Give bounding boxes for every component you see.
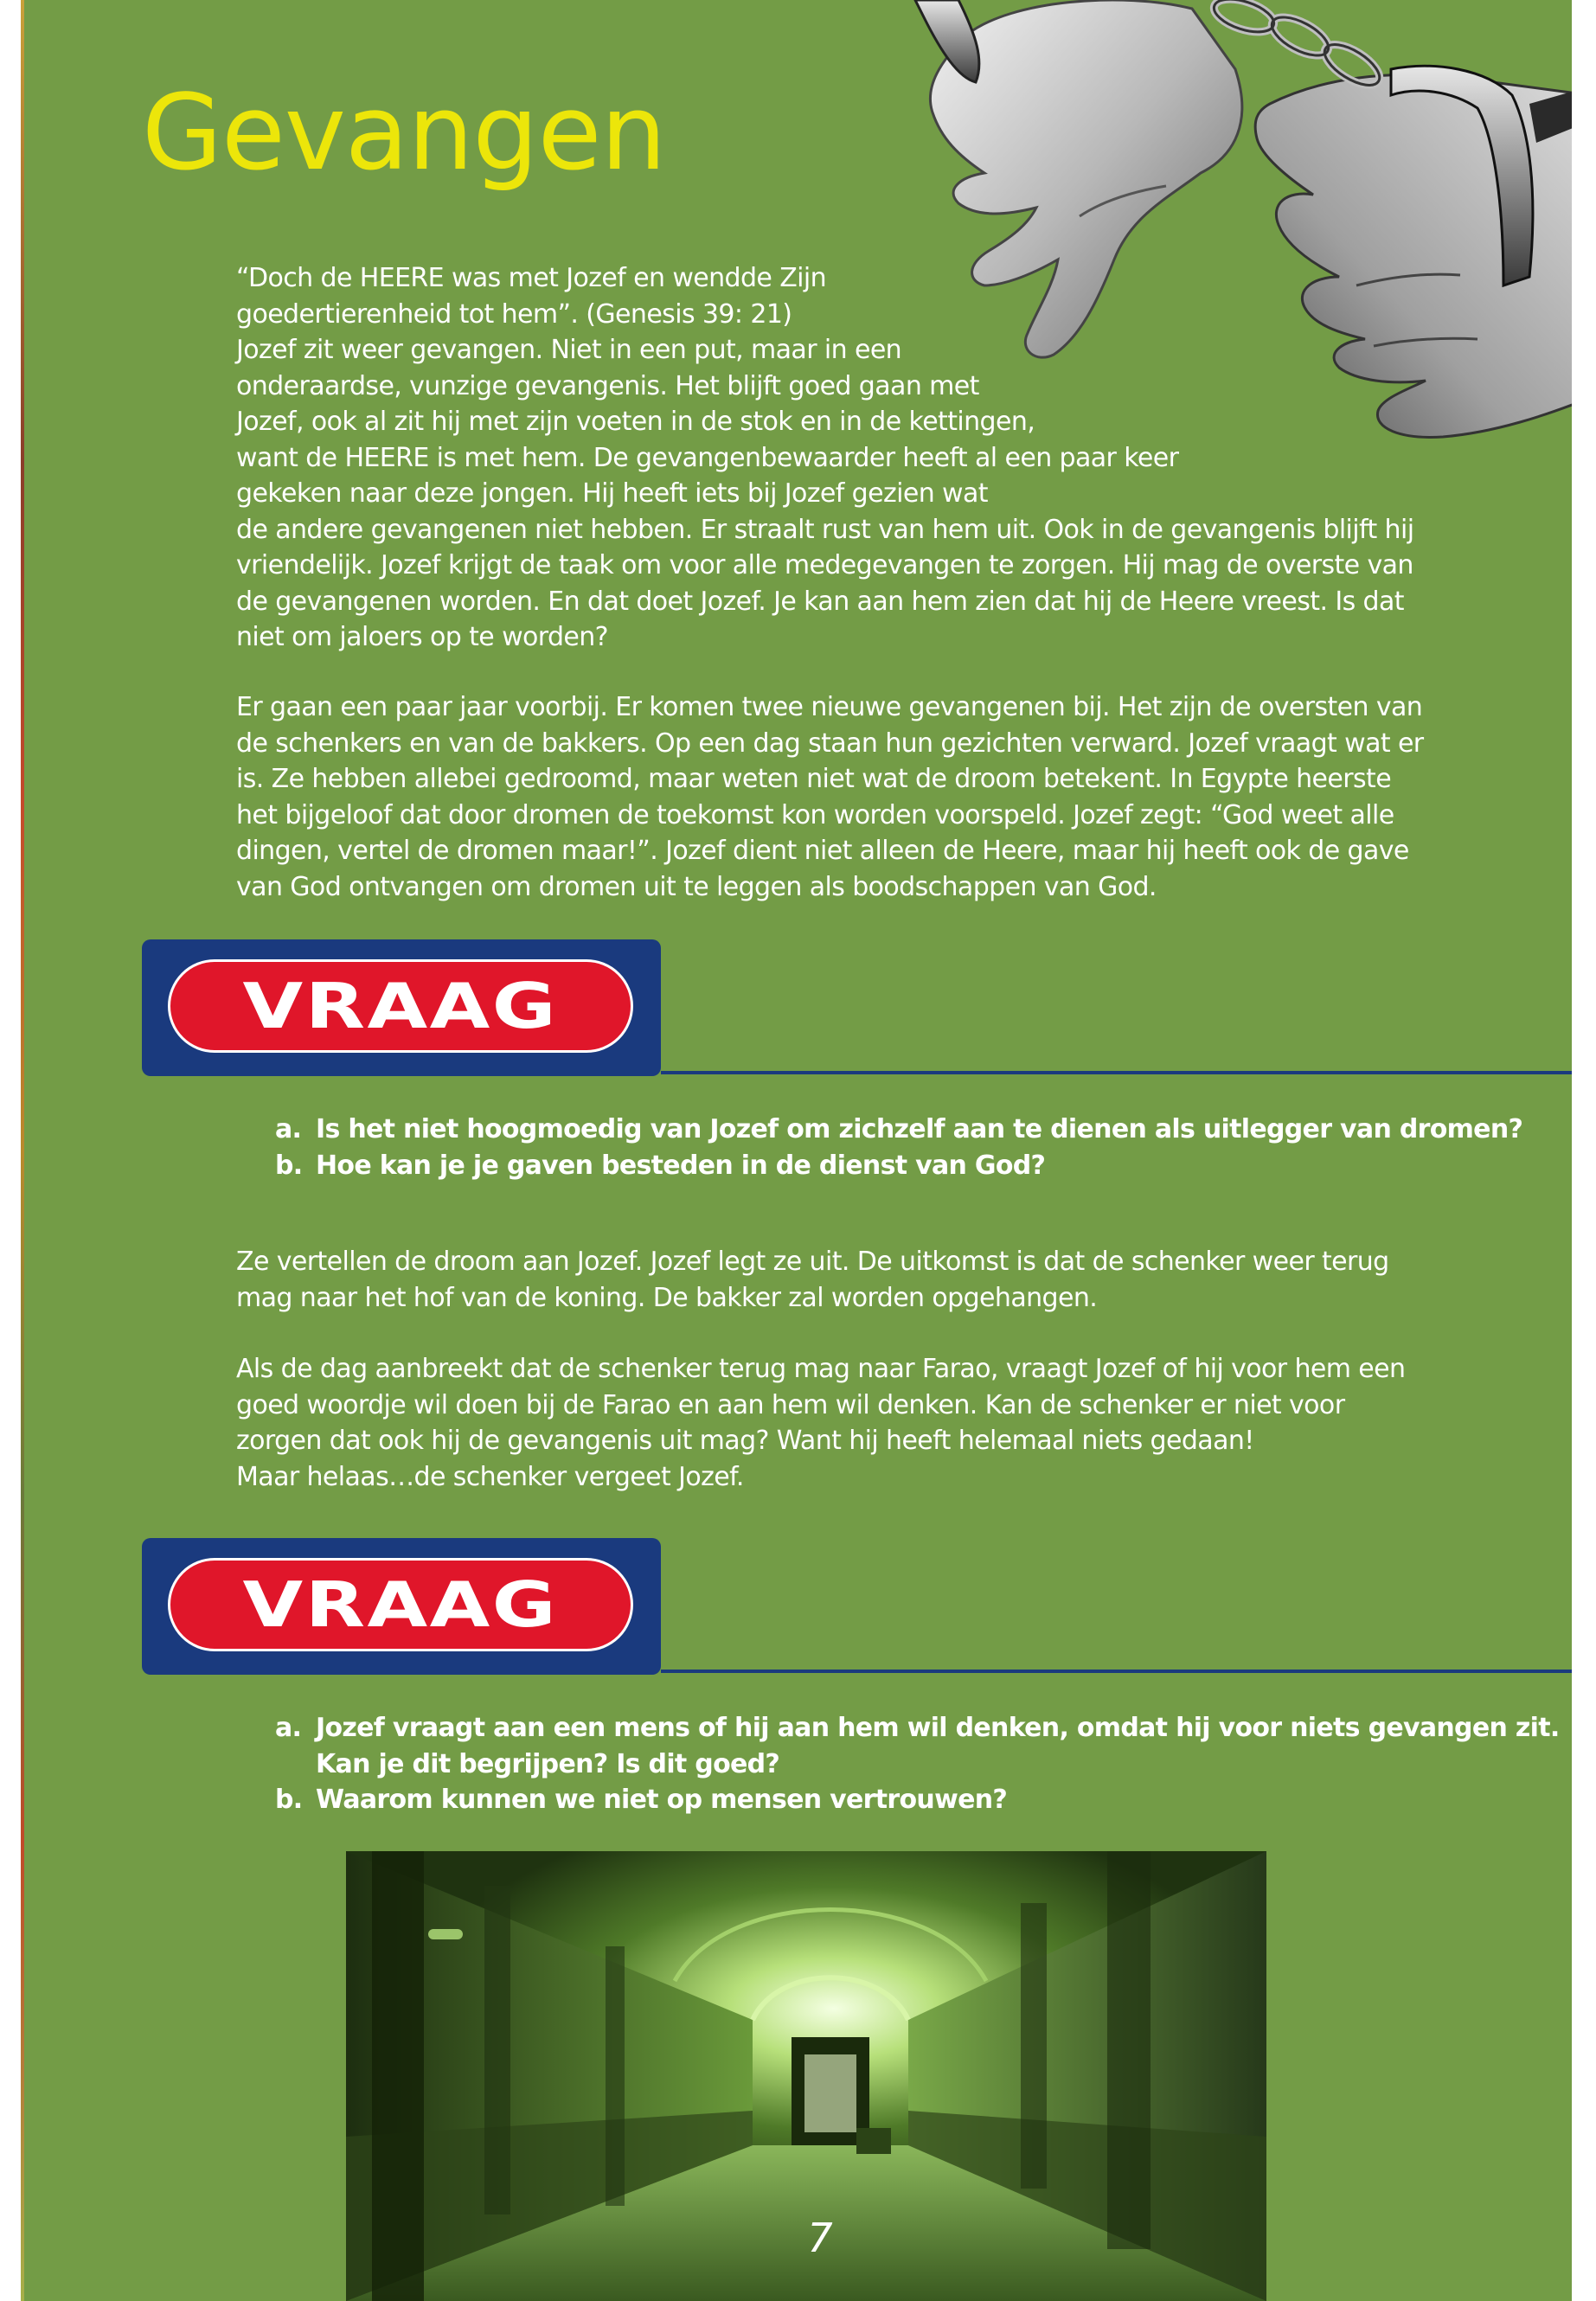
paragraph-line: de schenkers en van de bakkers. Op een dag staan hun gezichten verward. Jozef vraagt wat er [236, 727, 1424, 759]
intro-line: “Doch de HEERE was met Jozef en wendde Zijn [236, 263, 827, 293]
intro-line: de gevangenen worden. En dat doet Jozef. Je kan aan hem zien dat hij de Heere vreest. Is dat [236, 586, 1404, 617]
paragraph-line: Als de dag aanbreekt dat de schenker terug mag naar Farao, vraagt Jozef of hij voor hem een [236, 1354, 1406, 1384]
question-text: Kan je dit begrijpen? Is dit goed? [316, 1748, 780, 1779]
question-marker: a. [275, 1713, 302, 1743]
intro-line: want de HEERE is met hem. De gevangenbewaarder heeft al een paar keer [236, 442, 1179, 473]
question-marker: a. [275, 1114, 302, 1144]
vraag-label: VRAAG [242, 1568, 559, 1641]
question-text: Waarom kunnen we niet op mensen vertrouwen? [316, 1785, 1008, 1815]
intro-line: vriendelijk. Jozef krijgt de taak om voor alle medegevangen te zorgen. Hij mag de overste van [236, 550, 1413, 580]
paragraph-4 [236, 1351, 1447, 1495]
intro-text [236, 260, 1447, 656]
intro-line: onderaardse, vunzige gevangenis. Het blijft goed gaan met [236, 370, 979, 401]
questions-list-2 [275, 1710, 1560, 1818]
page-number: 7 [807, 2214, 833, 2261]
question-item [275, 1148, 1486, 1184]
question-item [275, 1112, 1523, 1148]
intro-line: Jozef, ook al zit hij met zijn voeten in de stok en in de kettingen, [236, 407, 1035, 437]
vraag-pill [168, 959, 633, 1053]
paragraph-line: mag naar het hof van de koning. De bakker zal worden opgehangen. [236, 1282, 1098, 1313]
vraag-rule [661, 1071, 1572, 1074]
questions-list-1 [275, 1112, 1523, 1183]
intro-line: gekeken naar deze jongen. Hij heeft iets bij Jozef gezien wat [236, 478, 988, 509]
vraag-rule [661, 1670, 1572, 1673]
intro-line: goedertierenheid tot hem”. (Genesis 39: 21) [236, 298, 792, 330]
vraag-banner-2 [142, 1538, 1572, 1676]
paragraph-3 [236, 1244, 1447, 1316]
paragraph-line: dingen, vertel de dromen maar!”. Jozef dient niet alleen de Heere, maar hij heeft ook de gave [236, 836, 1409, 866]
question-marker: b. [275, 1785, 303, 1815]
paragraph-line: goed woordje wil doen bij de Farao en aan hem wil denken. Kan de schenker er niet voor [236, 1389, 1345, 1420]
vraag-banner-1 [142, 939, 1572, 1078]
paragraph-line: Maar helaas…de schenker vergeet Jozef. [236, 1461, 744, 1492]
question-text: Hoe kan je je gaven besteden in de dienst van God? [316, 1150, 1046, 1181]
paragraph-line: Ze vertellen de droom aan Jozef. Jozef legt ze uit. De uitkomst is dat de schenker weer terug [236, 1247, 1389, 1277]
question-text: Jozef vraagt aan een mens of hij aan hem wil denken, omdat hij voor niets gevangen zit. [316, 1713, 1560, 1743]
intro-line: niet om jaloers op te worden? [236, 622, 609, 652]
paragraph-2 [236, 689, 1447, 905]
page-title: Gevangen [142, 74, 666, 194]
page [24, 0, 1572, 2301]
paragraph-line: van God ontvangen om dromen uit te leggen als boodschappen van God. [236, 871, 1157, 902]
paragraph-line: het bijgeloof dat door dromen de toekomst kon worden voorspeld. Jozef zegt: “God weet alle [236, 799, 1394, 830]
vraag-label: VRAAG [242, 970, 559, 1042]
vraag-pill [168, 1558, 633, 1651]
paragraph-line: Er gaan een paar jaar voorbij. Er komen twee nieuwe gevangenen bij. Het zijn de oversten van [236, 692, 1423, 722]
paragraph-line: zorgen dat ook hij de gevangenis uit mag? Want hij heeft helemaal niets gedaan! [236, 1426, 1254, 1456]
question-text: Is het niet hoogmoedig van Jozef om zichzelf aan te dienen als uitlegger van dromen? [316, 1114, 1523, 1144]
question-item [275, 1710, 1560, 1782]
vraag-box [142, 939, 661, 1076]
paragraph-line: is. Ze hebben allebei gedroomd, maar weten niet wat de droom betekent. In Egypte heerste [236, 764, 1392, 794]
vraag-box [142, 1538, 661, 1675]
intro-line: de andere gevangenen niet hebben. Er straalt rust van hem uit. Ook in de gevangenis blijft hij [236, 514, 1414, 545]
intro-line: Jozef zit weer gevangen. Niet in een put, maar in een [236, 335, 902, 365]
question-item [275, 1782, 1486, 1818]
question-marker: b. [275, 1150, 303, 1181]
